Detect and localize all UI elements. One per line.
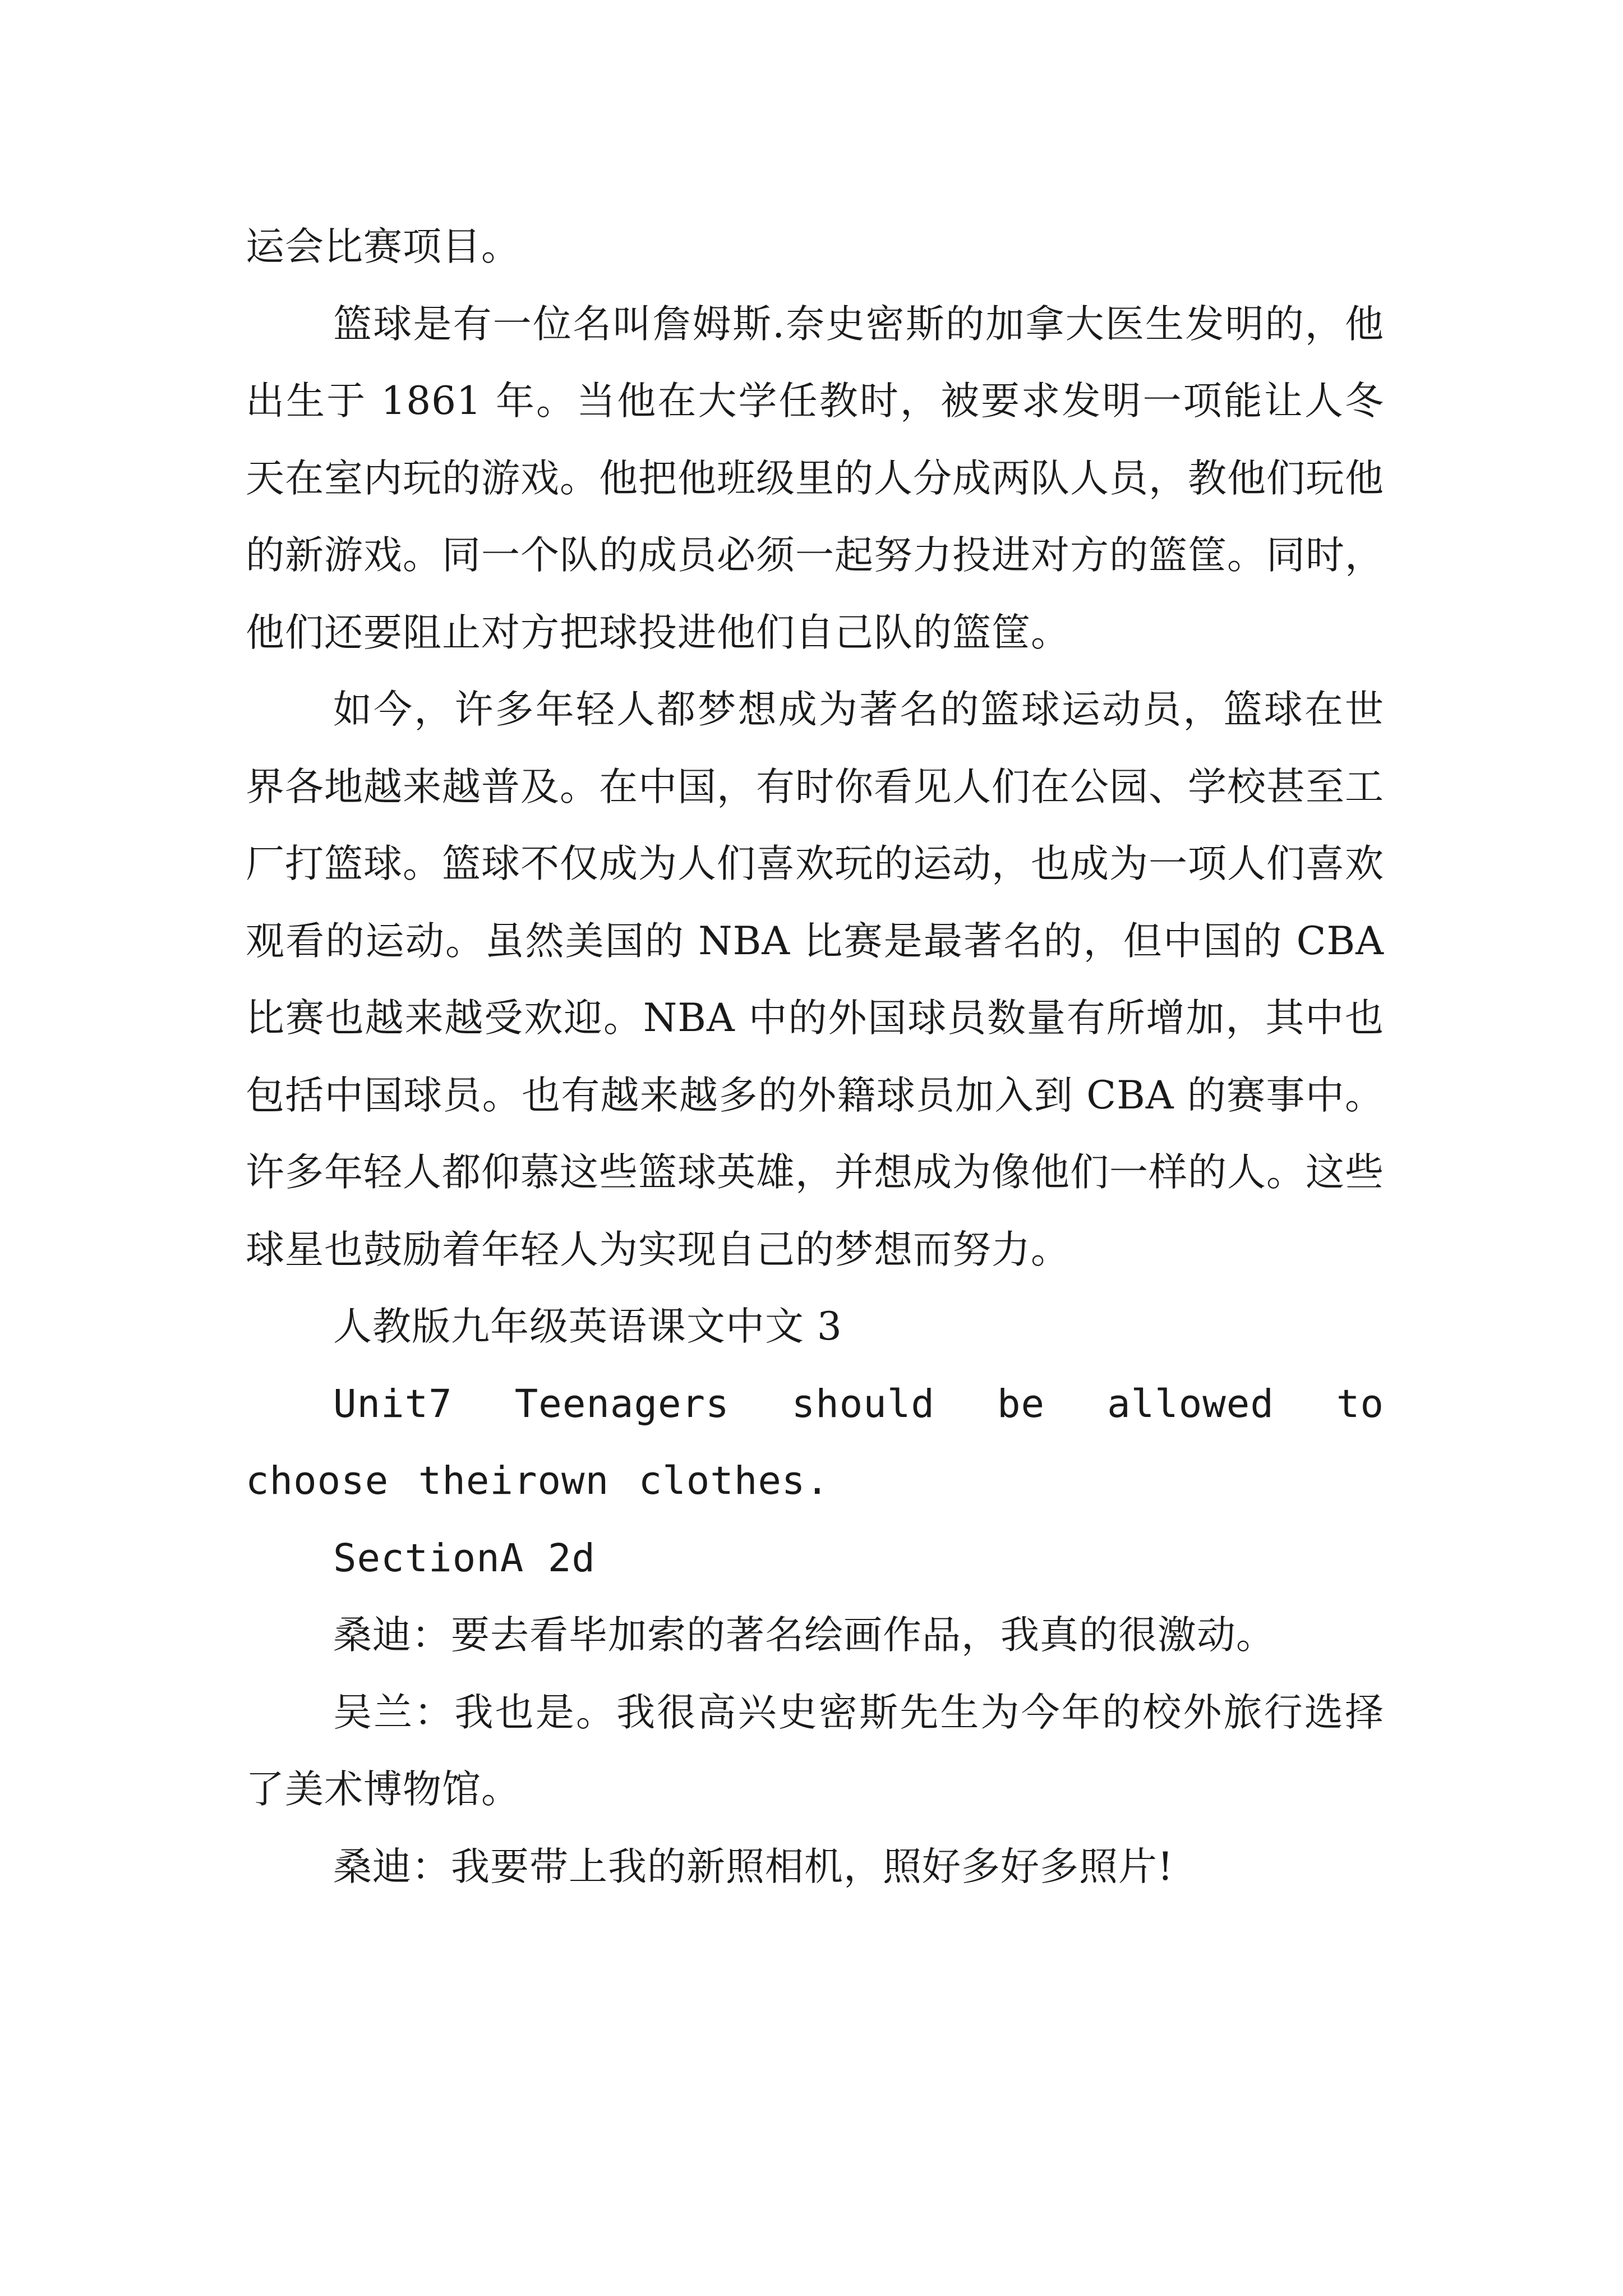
- paragraph-7-dialogue: 桑迪：要去看毕加索的著名绘画作品，我真的很激动。: [333, 1613, 1275, 1658]
- paragraph-1: 运会比赛项目。: [246, 224, 520, 269]
- paragraph-4-heading: 人教版九年级英语课文中文 3: [333, 1304, 842, 1349]
- paragraph-3: 如今，许多年轻人都梦想成为著名的篮球运动员，篮球在世界各地越来越普及。在中国，有时你看见人们在公园、学校甚至工厂打篮球。篮球不仅成为人们喜欢玩的运动，也成为一项人们喜欢观看的运动。虽然美国的 NBA 比赛是最著名的，但中国的 CBA 比赛也越来越受欢迎。NBA 中的外国球员数量有所增加，其中也包括中国球员。也有越来越多的外籍球员加入到 CBA 的赛事中。许多年轻人都仰慕这些篮球英雄，并想成为像他们一样的人。这些球星也鼓励着年轻人为实现自己的梦想而努力。: [246, 687, 1384, 1272]
- paragraph-9-dialogue: 桑迪：我要带上我的新照相机，照好多好多照片!: [333, 1844, 1174, 1889]
- paragraph-5-unit-title: Unit7 Teenagers should be allowed to choose theirown clothes.: [246, 1381, 1414, 1503]
- document-body: [246, 209, 1414, 1906]
- paragraph-2: 篮球是有一位名叫詹姆斯.奈史密斯的加拿大医生发明的，他出生于 1861 年。当他在大学任教时，被要求发明一项能让人冬天在室内玩的游戏。他把他班级里的人分成两队人员，教他们玩他的新游戏。同一个队的成员必须一起努力投进对方的篮筐。同时，他们还要阻止对方把球投进他们自己队的篮筐。: [246, 301, 1384, 655]
- paragraph-8-dialogue: 吴兰：我也是。我很高兴史密斯先生为今年的校外旅行选择了美术博物馆。: [246, 1690, 1384, 1812]
- paragraph-6-section-label: SectionA 2d: [333, 1535, 596, 1581]
